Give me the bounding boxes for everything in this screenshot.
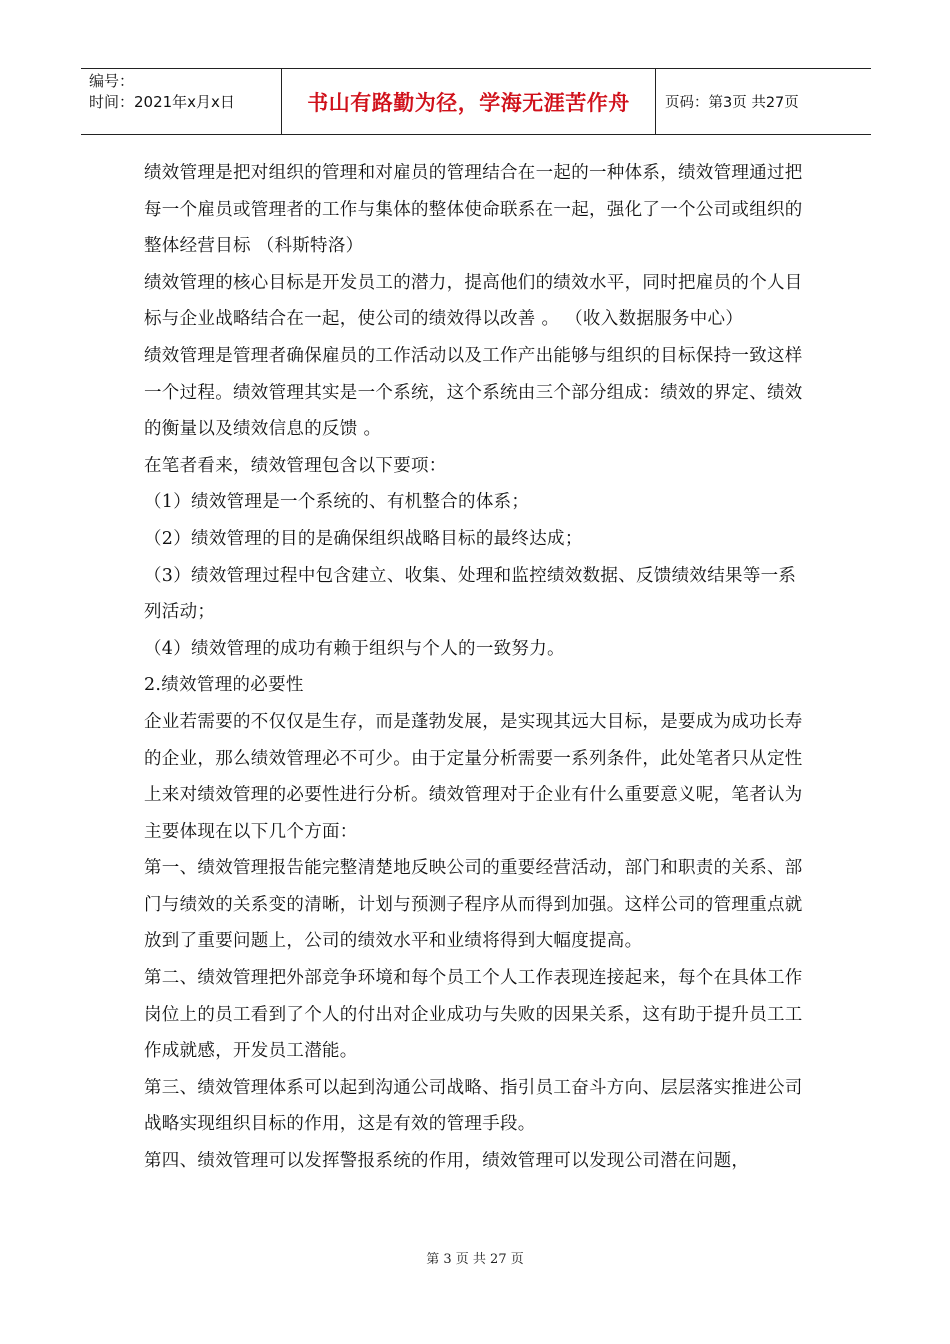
list-item: （1）绩效管理是一个系统的、有机整合的体系； <box>144 492 530 513</box>
paragraph: 第二、绩效管理把外部竞争环境和每个员工个人工作表现连接起来，每个在具体工作岗位上的员工看到了个人的付出对企业成功与失败的因果关系，这有助于提升员工工作成就感，开发员工潜能。 <box>144 968 803 1062</box>
document-body <box>144 155 808 1180</box>
paragraph: 第一、绩效管理报告能完整清楚地反映公司的重要经营活动，部门和职责的关系、部门与绩效的关系变的清晰，计划与预测子程序从而得到加强。这样公司的管理重点就放到了重要问题上，公司的绩效水平和业绩将得到大幅度提高。 <box>144 858 803 952</box>
list-item: （3）绩效管理过程中包含建立、收集、处理和监控绩效数据、反馈绩效结果等一系列活动； <box>144 565 797 623</box>
paragraph: 第四、绩效管理可以发挥警报系统的作用，绩效管理可以发现公司潜在问题， <box>144 1151 750 1172</box>
footer-page-number: 第 3 页 共 27 页 <box>426 1252 524 1267</box>
header-motto: 书山有路勤为径，学海无涯苦作舟 <box>307 90 630 115</box>
page-header <box>81 68 871 135</box>
document-date-label: 时间：2021年x月x日 <box>89 93 235 111</box>
paragraph: 企业若需要的不仅仅是生存，而是蓬勃发展，是实现其远大目标，是要成为成功长寿的企业，那么绩效管理必不可少。由于定量分析需要一系列条件，此处笔者只从定性上来对绩效管理的必要性进行分析。绩效管理对于企业有什么重要意义呢，笔者认为主要体现在以下几个方面： <box>144 711 803 842</box>
header-motto-cell <box>281 69 656 134</box>
header-page-number: 页码：第3页 共27页 <box>665 95 799 111</box>
paragraph: 绩效管理的核心目标是开发员工的潜力，提高他们的绩效水平，同时把雇员的个人目标与企业战略结合在一起，使公司的绩效得以改善 。 （收入数据服务中心） <box>144 272 803 330</box>
header-page-info <box>656 69 871 134</box>
page-footer <box>0 1248 950 1267</box>
section-heading: 2.绩效管理的必要性 <box>144 675 304 696</box>
paragraph: 绩效管理是管理者确保雇员的工作活动以及工作产出能够与组织的目标保持一致这样一个过程。绩效管理其实是一个系统，这个系统由三个部分组成：绩效的界定、绩效的衡量以及绩效信息的反馈 。 <box>144 345 803 440</box>
paragraph: 在笔者看来，绩效管理包含以下要项： <box>144 455 447 476</box>
list-item: （2）绩效管理的目的是确保组织战略目标的最终达成； <box>144 528 583 549</box>
paragraph: 绩效管理是把对组织的管理和对雇员的管理结合在一起的一种体系，绩效管理通过把每一个雇员或管理者的工作与集体的整体使命联系在一起，强化了一个公司或组织的整体经营目标 （科斯特洛） <box>144 163 803 257</box>
paragraph: 第三、绩效管理体系可以起到沟通公司战略、指引员工奋斗方向、层层落实推进公司战略实现组织目标的作用，这是有效的管理手段。 <box>144 1077 803 1135</box>
document-number-label: 编号： <box>89 72 135 90</box>
list-item: （4）绩效管理的成功有赖于组织与个人的一致努力。 <box>144 638 565 659</box>
header-meta <box>81 69 281 134</box>
